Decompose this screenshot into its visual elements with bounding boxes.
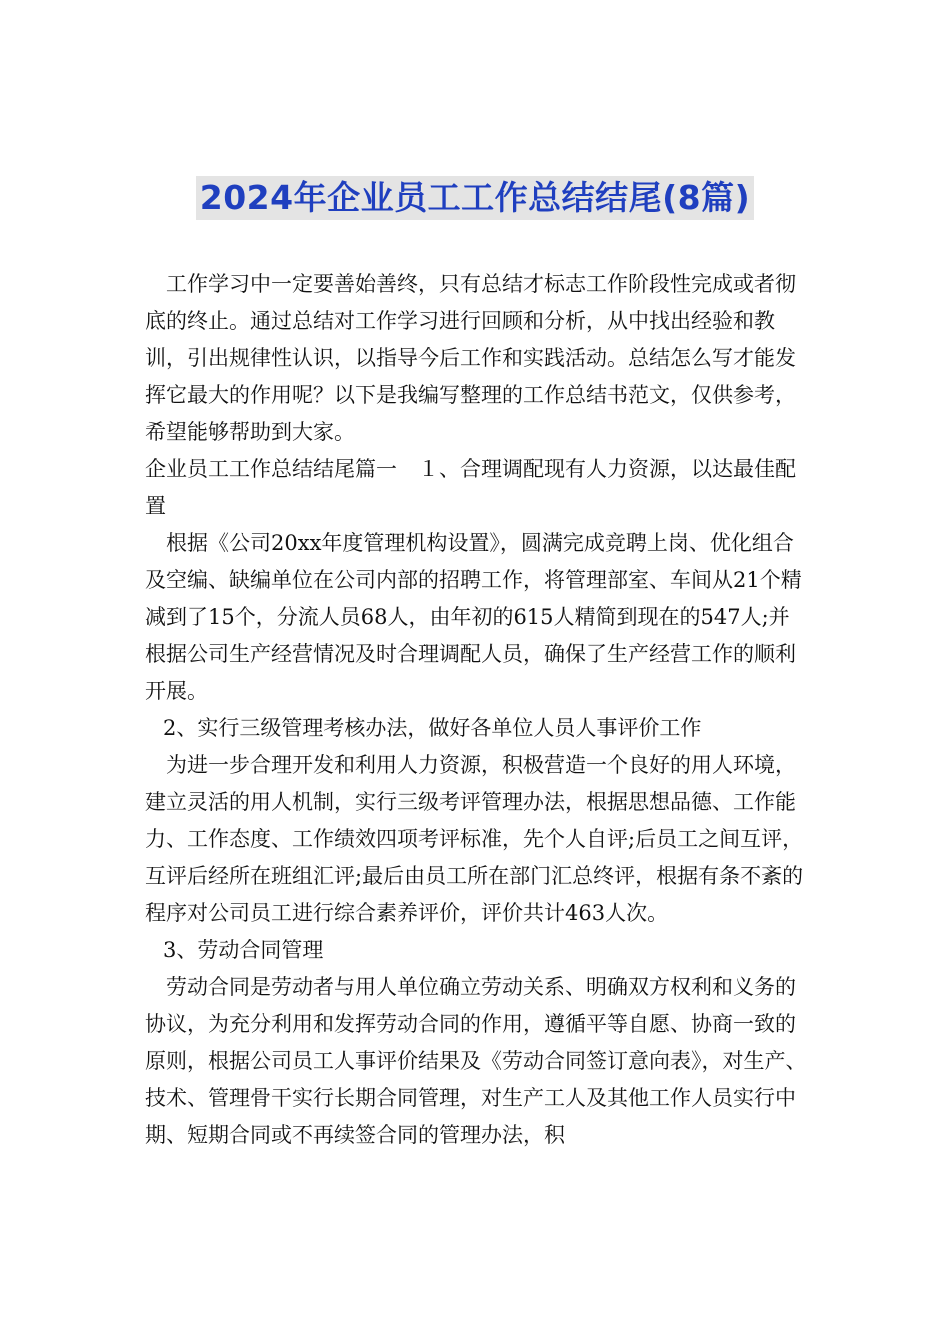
body-paragraph-3: 劳动合同是劳动者与用人单位确立劳动关系、明确双方权利和义务的协议，为充分利用和发挥劳动合同的作用，遵循平等自愿、协商一致的原则，根据公司员工人事评价结果及《劳动合同签订意向表》，对生产、技术、管理骨干实行长期合同管理，对生产工人及其他工作人员实行中期、短期合同或不再续签合同的管理办法，积: [145, 975, 807, 1147]
title-container: [0, 176, 950, 220]
intro-paragraph: 工作学习中一定要善始善终，只有总结才标志工作阶段性完成或者彻底的终止。通过总结对工作学习进行回顾和分析，从中找出经验和教训，引出规律性认识，以指导今后工作和实践活动。总结怎么写才能发挥它最大的作用呢？以下是我编写整理的工作总结书范文，仅供参考，希望能够帮助到大家。: [145, 272, 796, 444]
document-body: [145, 266, 810, 1154]
body-paragraph-1: 根据《公司20xx年度管理机构设置》，圆满完成竞聘上岗、优化组合及空编、缺编单位在公司内部的招聘工作，将管理部室、车间从21个精减到了15个，分流人员68人，由年初的615人精简到现在的547人;并根据公司生产经营情况及时合理调配人员，确保了生产经营工作的顺利开展。: [145, 531, 802, 703]
document-title: 2024年企业员工工作总结结尾(8篇): [196, 176, 754, 220]
section-heading-3: 3、劳动合同管理: [163, 938, 324, 962]
section-heading-1: 企业员工工作总结结尾篇一 １、合理调配现有人力资源，以达最佳配置: [145, 457, 796, 518]
body-paragraph-2: 为进一步合理开发和利用人力资源，积极营造一个良好的用人环境，建立灵活的用人机制，实行三级考评管理办法，根据思想品德、工作能力、工作态度、工作绩效四项考评标准，先个人自评;后员工之间互评，互评后经所在班组汇评;最后由员工所在部门汇总终评，根据有条不紊的程序对公司员工进行综合素养评价，评价共计463人次。: [145, 753, 804, 925]
section-heading-2: 2、实行三级管理考核办法，做好各单位人员人事评价工作: [163, 716, 702, 740]
